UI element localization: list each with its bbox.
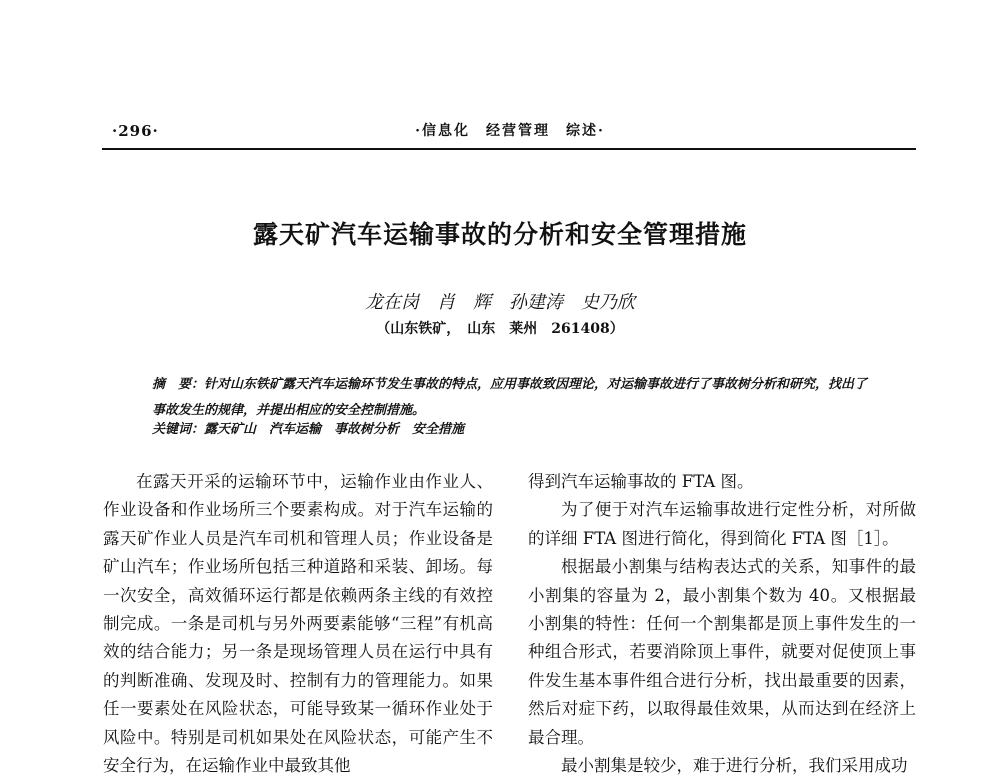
body-column-left [103,468,493,780]
keywords-text: ：露天矿山 汽车运输 事故树分析 安全措施 [191,422,465,437]
abstract-label: 摘 要 [152,377,192,392]
abstract [152,372,872,424]
body-column-right [528,468,916,780]
keywords [152,418,872,437]
body-paragraph: 为了便于对汽车运输事故进行定性分析，对所做的详细 FTA 图进行简化，得到简化 FTA 图［1］。 [528,500,916,548]
abstract-text: ：针对山东铁矿露天汽车运输环节发生事故的特点，应用事故致因理论，对运输事故进行了事故树分析和研究，找出了事故发生的规律，并提出相应的安全控制措施。 [152,377,868,418]
header-rule [102,148,916,150]
body-paragraph: 在露天开采的运输环节中，运输作业由作业人、作业设备和作业场所三个要素构成。对于汽车运输的露天矿作业人员是汽车司机和管理人员；作业设备是矿山汽车；作业场所包括三种道路和采装、卸场。每一次安全，高效循环运行都是依赖两条主线的有效控制完成。一条是司机与另外两要素能够“三程”有机高效的结合能力；另一条是现场管理人员在运行中具有的判断准确、发现及时、控制有力的管理能力。如果任一要素处在风险状态，可能导致某一循环作业处于风险中。特别是司机如果处在风险状态，可能产生不安全行为，在运输作业中最致其他 [103,472,493,776]
body-paragraph: 最小割集是较少，难于进行分析，我们采用成功 [561,756,908,776]
keywords-label: 关键词 [152,422,192,437]
article-title: 露天矿汽车运输事故的分析和安全管理措施 [252,220,747,249]
article-authors: 龙在岗 肖 辉 孙建涛 史乃欣 [365,292,635,313]
page-number: ·296· [112,122,159,140]
body-paragraph: 得到汽车运输事故的 FTA 图。 [528,472,754,491]
body-paragraph: 根据最小割集与结构表达式的关系，知事件的最小割集的容量为 2，最小割集个数为 40。又根据最小割集的特性：任何一个割集都是顶上事件发生的一种组合形式，若要消除顶上事件，就要对促使顶上事件发生基本事件组合进行分析，找出最重要的因素，然后对症下药，以取得最佳效果，从而达到在经济上最合理。 [528,557,916,747]
article-affiliation: （山东铁矿， 山东 莱州 261408） [376,321,624,337]
running-head: ·信息化 经营管理 综述· [415,123,605,139]
